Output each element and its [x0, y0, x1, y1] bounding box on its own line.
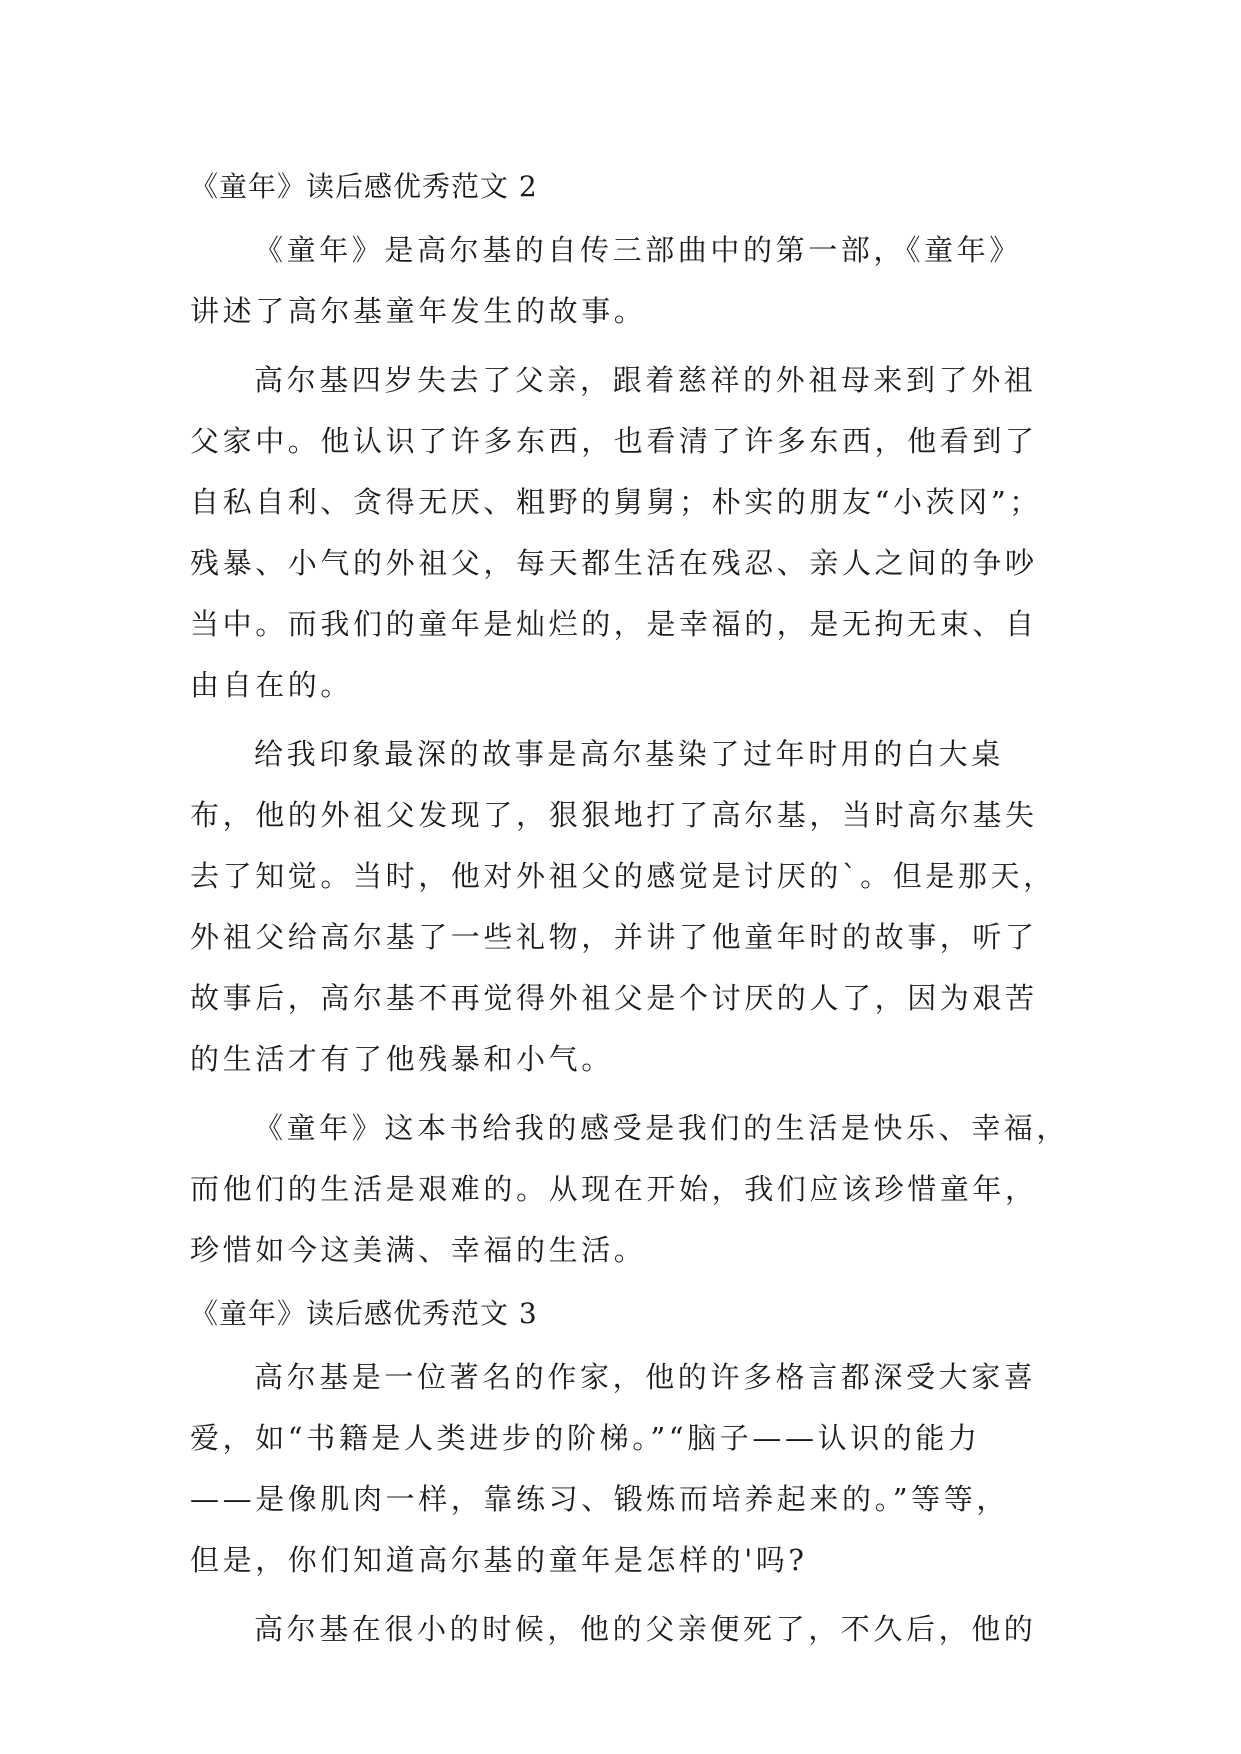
text-line: 自私自利、贪得无厌、粗野的舅舅；朴实的朋友“小茨冈”；: [190, 485, 1042, 519]
paragraph: [190, 220, 1060, 342]
text-line: 但是，你们知道高尔基的童年是怎样的'吗?: [190, 1543, 808, 1577]
paragraph: [190, 1347, 1060, 1591]
text-line: 而他们的生活是艰难的。从现在开始，我们应该珍惜童年，: [190, 1172, 1038, 1206]
paragraph: [190, 1599, 1060, 1660]
text-line: 高尔基四岁失去了父亲，跟着慈祥的外祖母来到了外祖: [254, 363, 1037, 397]
section-heading-2: 《童年》读后感优秀范文 2: [190, 170, 538, 203]
paragraph: [190, 724, 1060, 1090]
text-line: 故事后，高尔基不再觉得外祖父是个讨厌的人了，因为艰苦: [190, 981, 1038, 1015]
text-line: 当中。而我们的童年是灿烂的，是幸福的，是无拘无束、自: [190, 607, 1038, 641]
text-line: 《童年》这本书给我的感受是我们的生活是快乐、幸福，: [254, 1111, 1070, 1145]
text-line: 高尔基在很小的时候，他的父亲便死了，不久后，他的: [254, 1612, 1037, 1646]
text-line: 去了知觉。当时，他对外祖父的感觉是讨厌的`。但是那天，: [190, 859, 1056, 893]
text-line: 由自在的。: [190, 668, 354, 702]
section-heading-3: 《童年》读后感优秀范文 3: [190, 1297, 538, 1330]
text-line: 高尔基是一位著名的作家，他的许多格言都深受大家喜: [254, 1360, 1037, 1394]
text-line: 残暴、小气的外祖父，每天都生活在残忍、亲人之间的争吵: [190, 546, 1038, 580]
paragraph: [190, 1098, 1070, 1281]
text-line: 给我印象最深的故事是高尔基染了过年时用的白大桌: [254, 737, 1004, 771]
text-line: 的生活才有了他残暴和小气。: [190, 1042, 614, 1076]
text-line: 爱，如“书籍是人类进步的阶梯。”“脑子——认识的能力: [190, 1421, 981, 1455]
text-line: ——是像肌肉一样，靠练习、锻炼而培养起来的。”等等，: [190, 1482, 1009, 1516]
document-body: [190, 162, 1070, 1668]
text-line: 父家中。他认识了许多东西，也看清了许多东西，他看到了: [190, 424, 1038, 458]
paragraph: [190, 350, 1060, 716]
text-line: 外祖父给高尔基了一些礼物，并讲了他童年时的故事，听了: [190, 920, 1038, 954]
text-line: 《童年》是高尔基的自传三部曲中的第一部，《童年》: [254, 233, 1022, 267]
text-line: 布，他的外祖父发现了，狠狠地打了高尔基，当时高尔基失: [190, 798, 1038, 832]
text-line: 珍惜如今这美满、幸福的生活。: [190, 1233, 647, 1267]
text-line: 讲述了高尔基童年发生的故事。: [190, 294, 647, 328]
